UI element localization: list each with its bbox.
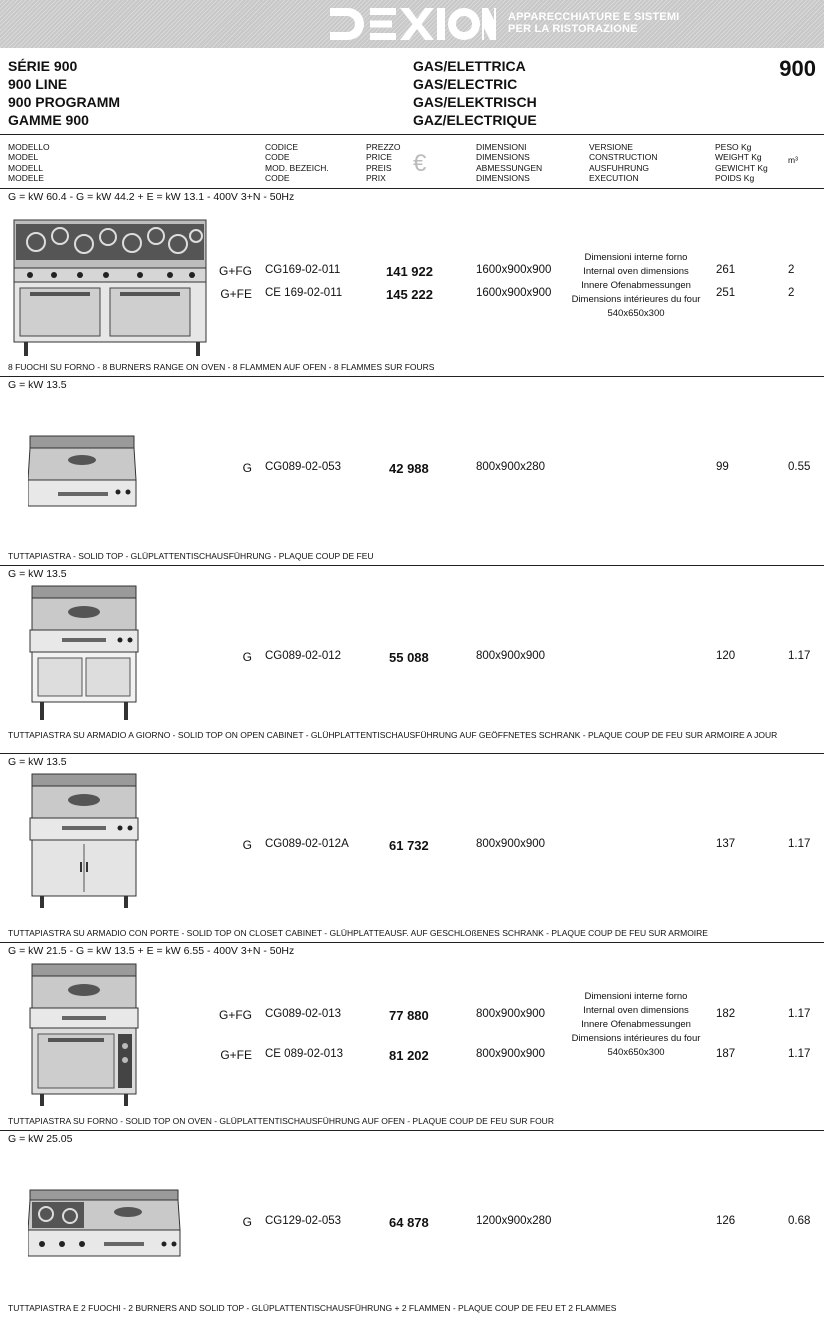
section-4-power: G = kW 13.5 bbox=[8, 756, 67, 768]
s1-row1-dim: 1600x900x900 bbox=[476, 264, 552, 276]
s3-row1-code: CG089-02-012 bbox=[265, 650, 342, 662]
product-image-solid-top-closet-cabinet bbox=[28, 772, 140, 910]
product-image-solid-top-2-burners bbox=[28, 1188, 182, 1260]
s4-row1-price: 61 732 bbox=[389, 838, 429, 853]
s1-row1-version: G+FG bbox=[218, 264, 252, 278]
s1-oven-dims bbox=[551, 251, 721, 321]
col-header-model bbox=[8, 142, 50, 184]
series-title-de: 900 PROGRAMM bbox=[8, 94, 121, 110]
header-divider bbox=[0, 134, 824, 135]
s3-caption: TUTTAPIASTRA SU ARMADIO A GIORNO - SOLID TOP ON OPEN CABINET - GLÜHPLATTENTISCHAUSFÜHRUNG AUF GEÖFFNETES SCHRANK - PLAQUE COUP DE FEU SUR ARMOIRE A JOUR bbox=[8, 730, 778, 740]
col-dim-it: DIMENSIONI bbox=[476, 142, 527, 152]
s6-row1-weight: 126 bbox=[716, 1215, 736, 1227]
s3-row1-dim: 800x900x900 bbox=[476, 650, 546, 662]
col-header-volume: m³ bbox=[788, 155, 798, 165]
col-price-en: PRICE bbox=[366, 152, 392, 163]
series-title-fr2: GAMME 900 bbox=[8, 112, 89, 128]
fuel-title-de: GAS/ELEKTRISCH bbox=[413, 94, 537, 110]
s5-row1-version: G+FG bbox=[218, 1008, 252, 1022]
section-6-power: G = kW 25.05 bbox=[8, 1133, 73, 1145]
col-header-weight bbox=[715, 142, 768, 184]
brand-tagline bbox=[508, 11, 679, 35]
s3-row1-price: 55 088 bbox=[389, 650, 429, 665]
section-2-power: G = kW 13.5 bbox=[8, 379, 67, 391]
s1-row1-vol: 2 bbox=[788, 264, 795, 276]
col-price-de: PREIS bbox=[366, 162, 392, 173]
s5-caption: TUTTAPIASTRA SU FORNO - SOLID TOP ON OVEN - GLÜPLATTENTISCHAUSFÜHRUNG AUF OFEN - PLAQUE COUP DE FEU SUR FOUR bbox=[8, 1116, 554, 1126]
oven-dims-value: 540x650x300 bbox=[607, 308, 665, 319]
series-title-fr: SÉRIE 900 bbox=[8, 58, 78, 74]
s1-row2-weight: 251 bbox=[716, 287, 736, 299]
s2-row1-price: 42 988 bbox=[389, 461, 429, 476]
fuel-title-en: GAS/ELECTRIC bbox=[413, 76, 518, 92]
col-code-de: MOD. BEZEICH. bbox=[265, 162, 329, 173]
section-1-power: G = kW 60.4 - G = kW 44.2 + E = kW 13.1 - 400V 3+N - 50Hz bbox=[8, 191, 295, 203]
section-divider bbox=[0, 1130, 824, 1131]
fuel-titles bbox=[413, 57, 537, 129]
section-divider bbox=[0, 376, 824, 377]
s5-row2-version: G+FE bbox=[220, 1048, 252, 1062]
oven-dims-en: Internal oven dimensions bbox=[583, 266, 689, 277]
section-3-power: G = kW 13.5 bbox=[8, 568, 67, 580]
s2-row1-version: G bbox=[242, 461, 252, 475]
s4-row1-code: CG089-02-012A bbox=[265, 838, 349, 850]
oven-dims-fr: Dimensions intérieures du four bbox=[571, 1033, 701, 1044]
s3-row1-version: G bbox=[242, 650, 252, 664]
col-model-fr: MODELE bbox=[8, 173, 44, 184]
col-weight-it: PESO Kg bbox=[715, 142, 752, 152]
column-divider bbox=[0, 188, 824, 189]
tagline-line-2: PER LA RISTORAZIONE bbox=[508, 23, 638, 35]
product-image-solid-top-open-cabinet bbox=[28, 584, 140, 722]
section-divider bbox=[0, 565, 824, 566]
col-price-it: PREZZO bbox=[366, 142, 401, 152]
col-weight-de: GEWICHT Kg bbox=[715, 162, 768, 173]
s1-row2-code: CE 169-02-011 bbox=[265, 287, 343, 299]
col-code-it: CODICE bbox=[265, 142, 299, 152]
col-ver-de: AUSFUHRUNG bbox=[589, 162, 649, 173]
oven-dims-de: Innere Ofenabmessungen bbox=[581, 280, 691, 291]
tagline-line-1: APPARECCHIATURE E SISTEMI bbox=[508, 11, 680, 23]
col-weight-en: WEIGHT Kg bbox=[715, 152, 762, 163]
series-titles bbox=[8, 57, 120, 129]
s6-row1-price: 64 878 bbox=[389, 1215, 429, 1230]
oven-dims-value: 540x650x300 bbox=[607, 1047, 665, 1058]
s6-row1-vol: 0.68 bbox=[788, 1215, 811, 1227]
s5-oven-dims bbox=[551, 990, 721, 1060]
col-dim-de: ABMESSUNGEN bbox=[476, 162, 543, 173]
series-code: 900 bbox=[779, 56, 816, 81]
s5-row2-weight: 187 bbox=[716, 1048, 736, 1060]
dexion-logo bbox=[326, 4, 496, 44]
s5-row2-code: CE 089-02-013 bbox=[265, 1048, 343, 1060]
s1-row2-version: G+FE bbox=[220, 287, 252, 301]
s3-row1-vol: 1.17 bbox=[788, 650, 811, 662]
s5-row2-price: 81 202 bbox=[389, 1048, 429, 1063]
series-title-en: 900 LINE bbox=[8, 76, 68, 92]
oven-dims-it: Dimensioni interne forno bbox=[584, 991, 688, 1002]
s5-row2-dim: 800x900x900 bbox=[476, 1048, 546, 1060]
col-model-it: MODELLO bbox=[8, 142, 50, 152]
col-model-de: MODELL bbox=[8, 162, 43, 173]
oven-dims-it: Dimensioni interne forno bbox=[584, 252, 688, 263]
euro-icon: € bbox=[413, 150, 427, 177]
s1-caption: 8 FUOCHI SU FORNO - 8 BURNERS RANGE ON OVEN - 8 FLAMMEN AUF OFEN - 8 FLAMMES SUR FOURS bbox=[8, 362, 435, 372]
s1-row2-dim: 1600x900x900 bbox=[476, 287, 552, 299]
s6-row1-code: CG129-02-053 bbox=[265, 1215, 342, 1227]
s5-row1-dim: 800x900x900 bbox=[476, 1008, 546, 1020]
s3-row1-weight: 120 bbox=[716, 650, 736, 662]
fuel-title-fr: GAZ/ELECTRIQUE bbox=[413, 112, 537, 128]
oven-dims-de: Innere Ofenabmessungen bbox=[581, 1019, 691, 1030]
oven-dims-en: Internal oven dimensions bbox=[583, 1005, 689, 1016]
col-price-fr: PRIX bbox=[366, 173, 386, 184]
s4-row1-dim: 800x900x900 bbox=[476, 838, 546, 850]
s6-row1-version: G bbox=[242, 1215, 252, 1229]
s5-row1-code: CG089-02-013 bbox=[265, 1008, 342, 1020]
s1-row1-code: CG169-02-011 bbox=[265, 264, 341, 276]
s5-row1-weight: 182 bbox=[716, 1008, 736, 1020]
s6-caption: TUTTAPIASTRA E 2 FUOCHI - 2 BURNERS AND SOLID TOP - GLÜPLATTENTISCHAUSFÜHRUNG + 2 FLAMMEN - PLAQUE COUP DE FEU ET 2 FLAMMES bbox=[8, 1303, 617, 1313]
col-model-en: MODEL bbox=[8, 152, 39, 163]
section-divider bbox=[0, 753, 824, 754]
s2-row1-code: CG089-02-053 bbox=[265, 461, 342, 473]
col-ver-en: CONSTRUCTION bbox=[589, 152, 658, 163]
s1-row1-price: 141 922 bbox=[386, 264, 433, 279]
col-code-en: CODE bbox=[265, 152, 290, 163]
col-header-dimensions bbox=[476, 142, 542, 184]
s5-row2-vol: 1.17 bbox=[788, 1048, 811, 1060]
section-divider bbox=[0, 942, 824, 943]
s2-caption: TUTTAPIASTRA - SOLID TOP - GLÜPLATTENTISCHAUSFÜHRUNG - PLAQUE COUP DE FEU bbox=[8, 551, 374, 561]
col-ver-it: VERSIONE bbox=[589, 142, 633, 152]
product-image-solid-top-oven bbox=[28, 962, 140, 1108]
s1-row1-weight: 261 bbox=[716, 264, 736, 276]
section-5-power: G = kW 21.5 - G = kW 13.5 + E = kW 6.55 - 400V 3+N - 50Hz bbox=[8, 945, 295, 957]
product-image-solid-top bbox=[28, 434, 138, 510]
col-header-version bbox=[589, 142, 657, 184]
col-dim-en: DIMENSIONS bbox=[476, 152, 530, 163]
s5-row1-vol: 1.17 bbox=[788, 1008, 811, 1020]
col-code-fr: CODE bbox=[265, 173, 290, 184]
col-header-price bbox=[366, 142, 400, 184]
s4-row1-version: G bbox=[242, 838, 252, 852]
col-ver-fr: EXECUTION bbox=[589, 173, 639, 184]
product-image-8-burners-oven bbox=[10, 210, 210, 358]
s6-row1-dim: 1200x900x280 bbox=[476, 1215, 552, 1227]
col-header-code bbox=[265, 142, 329, 184]
col-dim-fr: DIMENSIONS bbox=[476, 173, 530, 184]
fuel-title-it: GAS/ELETTRICA bbox=[413, 58, 526, 74]
s4-row1-vol: 1.17 bbox=[788, 838, 811, 850]
s5-row1-price: 77 880 bbox=[389, 1008, 429, 1023]
s1-row2-vol: 2 bbox=[788, 287, 795, 299]
s1-row2-price: 145 222 bbox=[386, 287, 433, 302]
s2-row1-dim: 800x900x280 bbox=[476, 461, 546, 473]
s2-row1-weight: 99 bbox=[716, 461, 729, 473]
s2-row1-vol: 0.55 bbox=[788, 461, 811, 473]
col-weight-fr: POIDS Kg bbox=[715, 173, 755, 184]
s4-row1-weight: 137 bbox=[716, 838, 736, 850]
oven-dims-fr: Dimensions intérieures du four bbox=[571, 294, 701, 305]
s4-caption: TUTTAPIASTRA SU ARMADIO CON PORTE - SOLID TOP ON CLOSET CABINET - GLÜHPLATTEAUSF. AUF GESCHLOßENES SCHRANK - PLAQUE COUP DE FEU SUR ARMOIRE bbox=[8, 928, 708, 938]
